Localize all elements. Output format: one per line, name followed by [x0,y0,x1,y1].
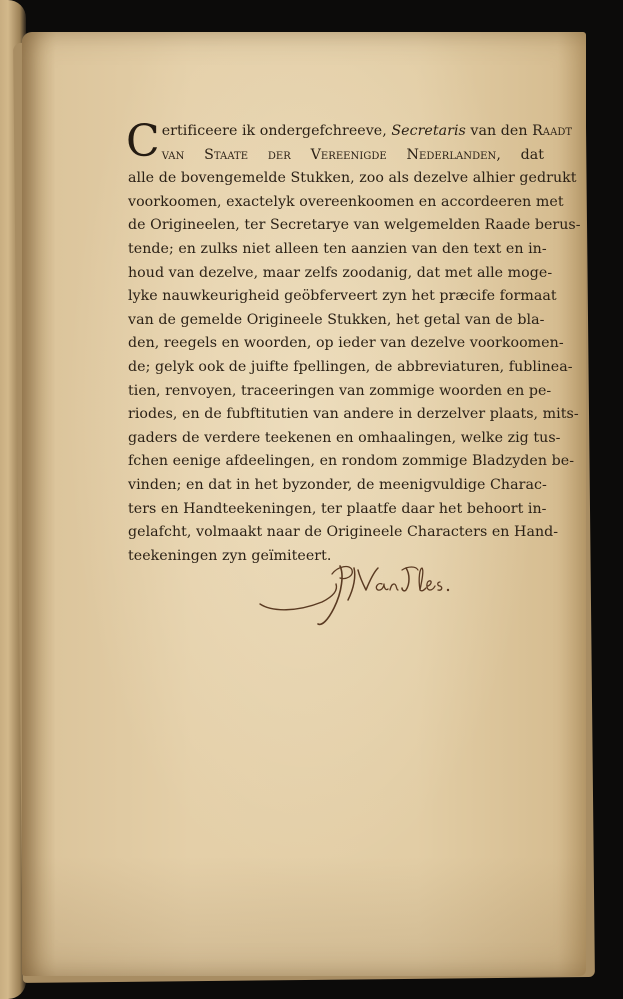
text-line: fchen eenige afdeelingen, en rondom zommige Bladzyden be- [128,453,575,470]
document-page [22,32,586,976]
text-line-2: van Staate der Vereenigde Nederlanden, dat [161,146,544,163]
drop-cap-initial: C [126,116,160,167]
text-line: tende; en zulks niet alleen ten aanzien van den text en in- [128,240,547,257]
text-line: alle de bovengemelde Stukken, zoo als dezelve alhier gedrukt [128,170,577,187]
text-line-1: ertificeere ik ondergefchreeve, Secretaris van den Raadt [161,123,573,139]
text-line: gaders de verdere teekenen en omhaalingen, welke zig tus- [128,429,561,446]
text-line: riodes, en de fubftitutien van andere in derzelver plaats, mits- [128,406,579,423]
text-line: lyke nauwkeurigheid geöbferveert zyn het præcife formaat [128,288,557,305]
text-line: houd van dezelve, maar zelfs zoodanig, dat met alle moge- [128,264,553,281]
text-line: den, reegels en woorden, op ieder van dezelve voorkoomen- [128,335,564,352]
text-line: de Origineelen, ter Secretarye van welgemelden Raade berus- [128,217,581,234]
text-line: vinden; en dat in het byzonder, de meenigvuldige Charac- [128,476,547,493]
staate-phrase: van Staate der Vereenigde Nederlanden [161,146,497,163]
handwritten-signature [252,544,462,634]
text-line: de; gelyk ook de juifte fpellingen, de abbreviaturen, fublinea- [128,358,573,375]
text-line: tien, renvoyen, traceeringen van zommige woorden en pe- [128,382,552,399]
text-line: voorkoomen, exactelyk overeenkoomen en accordeeren met [128,193,564,210]
secretaris-title: Secretaris [391,123,466,139]
text-line: gelafcht, volmaakt naar de Origineele Characters en Hand- [128,524,559,541]
text-line-last: teekeningen zyn geïmiteert. [128,547,332,564]
raadt-word: Raadt [532,123,573,139]
certificate-text [126,116,581,568]
text-line: van de gemelde Origineele Stukken, het getal van de bla- [128,311,545,328]
signature-text: J. Van Iles. [252,544,257,545]
text-line: ters en Handteekeningen, ter plaatfe daar het behoort in- [128,500,547,517]
